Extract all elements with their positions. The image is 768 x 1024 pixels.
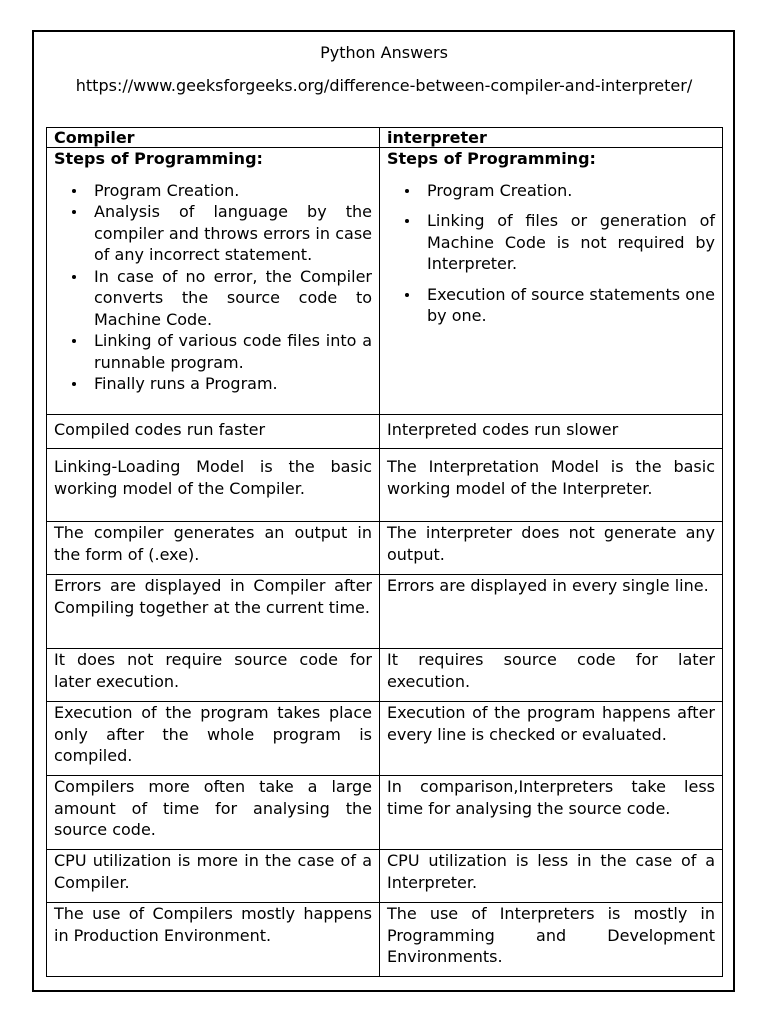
table-row (47, 575, 723, 649)
interpreter-cell: Execution of the program happens after every line is checked or evaluated. (380, 702, 723, 776)
list-item: Program Creation. (94, 180, 372, 202)
document-title: Python Answers (320, 43, 448, 62)
interpreter-cell: Interpreted codes run slower (380, 415, 723, 449)
source-url: https://www.geeksforgeeks.org/difference-between-compiler-and-interpreter/ (75, 76, 693, 95)
compiler-cell: Compilers more often take a large amount of time for analysing the source code. (47, 776, 380, 850)
table-row (47, 522, 723, 575)
interpreter-cell: Errors are displayed in every single line. (380, 575, 723, 649)
compiler-cell: The use of Compilers mostly happens in Production Environment. (47, 903, 380, 977)
table-row (47, 903, 723, 977)
interpreter-steps-heading: Steps of Programming: (387, 149, 596, 168)
list-item: Execution of source statements one by one. (427, 284, 715, 325)
header-interpreter: interpreter (380, 128, 723, 148)
compiler-cell: Compiled codes run faster (47, 415, 380, 449)
compiler-steps-heading: Steps of Programming: (54, 149, 263, 168)
table-row (47, 148, 723, 415)
interpreter-steps-list (387, 180, 715, 327)
compiler-cell: Execution of the program takes place only after the whole program is compiled. (47, 702, 380, 776)
compiler-cell: The compiler generates an output in the form of (.exe). (47, 522, 380, 575)
interpreter-cell: The Interpretation Model is the basic working model of the Interpreter. (380, 449, 723, 522)
interpreter-cell: The use of Interpreters is mostly in Programming and Development Environments. (380, 903, 723, 977)
compiler-cell: Linking-Loading Model is the basic working model of the Compiler. (47, 449, 380, 522)
table-row (47, 449, 723, 522)
compiler-cell: CPU utilization is more in the case of a Compiler. (47, 850, 380, 903)
list-item: Analysis of language by the compiler and throws errors in case of any incorrect statement. (94, 202, 372, 264)
table-row (47, 850, 723, 903)
compiler-cell: Errors are displayed in Compiler after Compiling together at the current time. (47, 575, 380, 649)
interpreter-cell: CPU utilization is less in the case of a Interpreter. (380, 850, 723, 903)
list-item: Linking of files or generation of Machine Code is not required by Interpreter. (427, 211, 715, 273)
compiler-steps-list (54, 180, 372, 395)
list-item: Finally runs a Program. (94, 373, 372, 395)
table-header-row (47, 128, 723, 148)
header-compiler: Compiler (47, 128, 380, 148)
table-row (47, 776, 723, 850)
interpreter-cell: In comparison,Interpreters take less time for analysing the source code. (380, 776, 723, 850)
list-item: Program Creation. (427, 180, 715, 202)
interpreter-steps-cell (380, 148, 723, 415)
list-item: In case of no error, the Compiler converts the source code to Machine Code. (94, 266, 372, 329)
table-row (47, 415, 723, 449)
compiler-steps-cell (47, 148, 380, 415)
compiler-cell: It does not require source code for later execution. (47, 649, 380, 702)
interpreter-cell: The interpreter does not generate any output. (380, 522, 723, 575)
table-row (47, 702, 723, 776)
interpreter-cell: It requires source code for later execution. (380, 649, 723, 702)
table-row (47, 649, 723, 702)
list-item: Linking of various code files into a runnable program. (94, 331, 372, 372)
comparison-table (46, 127, 723, 977)
